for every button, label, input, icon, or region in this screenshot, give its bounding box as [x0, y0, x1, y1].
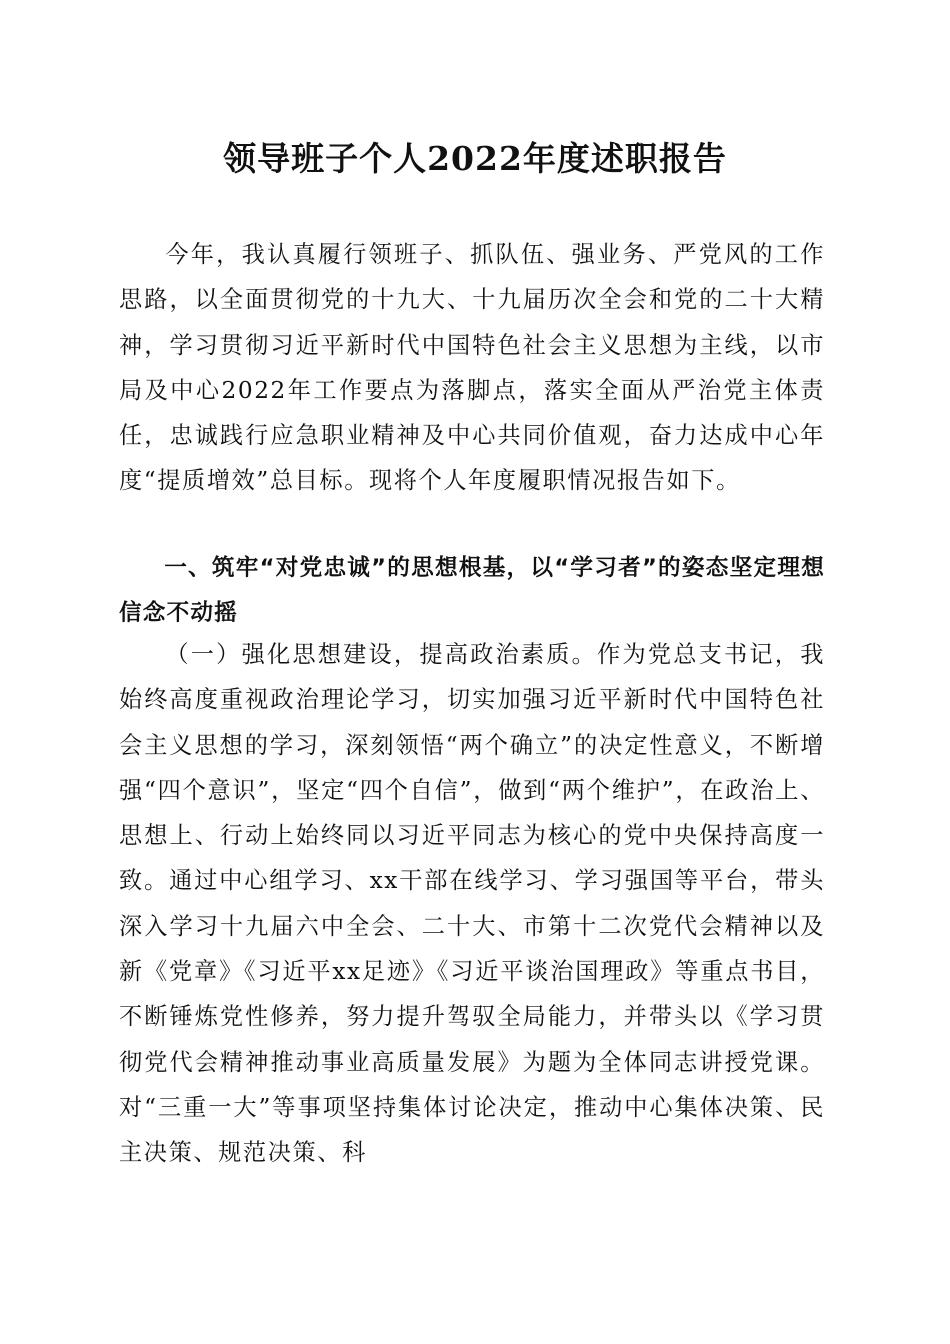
section-1-1-paragraph: （一）强化思想建设，提高政治素质。作为党总支书记，我始终高度重视政治理论学习，切实加强习近平新时代中国特色社会主义思想的学习，深刻领悟“两个确立”的决定性意义，不断增强“四个意识”，坚定“四个自信”，做到“两个维护”，在政治上、思想上、行动上始终同以习近平同志为核心的党中央保持高度一致。通过中心组学习、xx干部在线学习、学习强国等平台，带头深入学习十九届六中全会、二十大、市第十二次党代会精神以及新《党章》《习近平xx足迹》《习近平谈治国理政》等重点书目，不断锤炼党性修养，努力提升驾驭全局能力，并带头以《学习贯彻党代会精神推动事业高质量发展》为题为全体同志讲授党课。对“三重一大”等事项坚持集体讨论决定，推动中心集体决策、民主决策、规范决策、科	[119, 641, 825, 1167]
intro-paragraph: 今年，我认真履行领班子、抓队伍、强业务、严党风的工作思路，以全面贯彻党的十九大、十九届历次全会和党的二十大精神，学习贯彻习近平新时代中国特色社会主义思想为主线，以市局及中心2022年工作要点为落脚点，落实全面从严治党主体责任，忠诚践行应急职业精神及中心共同价值观，奋力达成中心年度“提质增效”总目标。现将个人年度履职情况报告如下。	[119, 241, 825, 495]
section-heading-1: 一、筑牢“对党忠诚”的思想根基，以“学习者”的姿态坚定理想信念不动摇	[119, 555, 825, 627]
document-title: 领导班子个人2022年度述职报告	[223, 139, 727, 178]
